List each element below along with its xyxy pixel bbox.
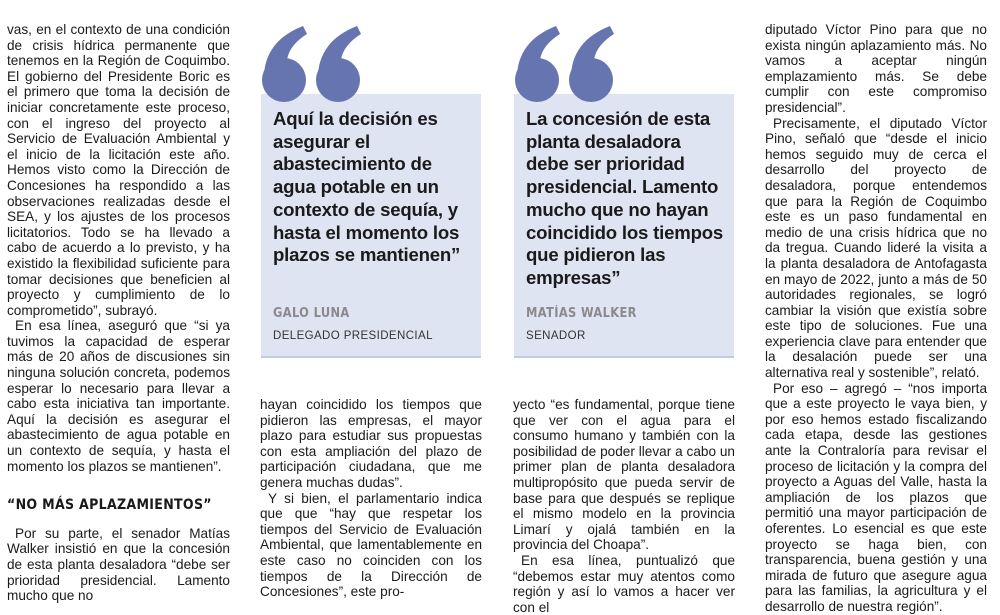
- quote-marks-icon: [259, 24, 369, 104]
- pull-quote-matias-walker: [512, 24, 734, 356]
- paragraph: diputado Víctor Pino para que no exista ningún aplazamiento más. No vamos a aceptar ningún emplazamiento más. Se debe cumplir con este compromiso presidencial”.: [765, 22, 987, 115]
- paragraph: vas, en el contexto de una condición de crisis hídrica permanente que tenemos en la Región de Coquimbo. El gobierno del Presidente Boric es el primero que toma la decisión de iniciar concretamente este proceso, con el ingreso del proyecto al Servicio de Evaluación Ambiental y el inicio de la licitación este año. Hemos visto como la Dirección de Concesiones ha respondido a las observaciones realizadas desde el SEA, y los ajustes de los procesos licitatorios. Todo se ha llevado a cabo de acuerdo a lo previsto, y ha existido la flexibilidad suficiente para tomar decisiones que beneficien al proyecto y cumplimiento de lo comprometido”, subrayó.: [7, 22, 230, 318]
- paragraph: hayan coincidido los tiempos que pidieron las empresas, el mayor plazo para estudiar sus propuestas con esta ampliación del plazo de participación ciudadana, que me genera muchas dudas”.: [260, 397, 482, 490]
- quote-author: MATÍAS WALKER: [526, 306, 637, 321]
- article-column-3: [513, 397, 735, 615]
- quote-author-role: DELEGADO PRESIDENCIAL: [273, 330, 433, 342]
- pull-quote-galo-luna: [259, 24, 481, 356]
- paragraph: Por eso – agregó – “nos importa que a este proyecto le vaya bien, y por eso hemos estado fiscalizando cada etapa, desde las gestiones ante la Contraloría para revisar el proceso de licitación y la compra del proyecto a Aguas del Valle, hasta la ampliación de los plazos que permitió una mayor participación de oferentes. Lo esencial es que este proyecto se haga bien, con transparencia, buena gestión y una mirada de futuro que asegure agua para las familias, la agricultura y el desarrollo de nuestra región”.: [765, 380, 987, 614]
- paragraph: yecto “es fundamental, porque tiene que ver con el agua para el consumo humano y también con la posibilidad de poder llevar a cabo un primer plan de planta desaladora multipropósito que pueda servir de base para que después se replique el mismo modelo en la provincia Limarí y ojalá también en la provincia del Choapa”.: [513, 397, 735, 553]
- quote-author: GALO LUNA: [273, 306, 350, 321]
- article-column-1: [7, 22, 230, 604]
- quote-author-role: SENADOR: [526, 330, 586, 342]
- paragraph: En esa línea, puntualizó que “debemos estar muy atentos como región y así lo vamos a hacer ver con el: [513, 552, 735, 615]
- quote-marks-icon: [512, 24, 622, 104]
- paragraph: En esa línea, aseguró que “si ya tuvimos la capacidad de esperar más de 20 años de discusiones sin ninguna solución concreta, podemos esperar lo necesario para llevar a cabo esta iniciativa tan importante. Aquí la decisión es asegurar el abastecimiento de agua potable en un contexto de sequía, y hasta el momento los plazos se mantienen”.: [7, 318, 230, 474]
- article-column-2: [260, 397, 482, 600]
- quote-text: La concesión de esta planta desaladora debe ser prioridad presidencial. Lamento mucho que no hayan coincidido los tiempos que pidieron las empresas”: [526, 108, 724, 288]
- quote-text: Aquí la decisión es asegurar el abastecimiento de agua potable en un contexto de sequía, y hasta el momento los plazos se mantienen”: [273, 108, 461, 266]
- paragraph: Y si bien, el parlamentario indica que que “hay que respetar los tiempos del Servicio de Evaluación Ambiental, que lamentablemente en este caso no coinciden con los tiempos de la Dirección de Concesiones”, este pro-: [260, 490, 482, 600]
- subheading: “NO MÁS APLAZAMIENTOS”: [7, 497, 212, 514]
- paragraph: Por su parte, el senador Matías Walker insistió en que la concesión de esta planta desaladora “debe ser prioridad presidencial. Lamento mucho que no: [7, 525, 230, 604]
- article-column-4: [765, 22, 987, 615]
- paragraph: Precisamente, el diputado Víctor Pino, señaló que “desde el inicio hemos seguido muy de cerca el desarrollo del proyecto de desaladora, porque entendemos que para la Región de Coquimbo este es un paso fundamental en medio de una crisis hídrica que no da tregua. Cuando lideré la visita a la planta desaladora de Antofagasta en mayo de 2022, junto a más de 50 autoridades regionales, se logró cambiar la visión que existía sobre este tipo de soluciones. Fue una experiencia clave para entender que la desalación puede ser una alternativa real y sostenible”, relató.: [765, 115, 987, 381]
